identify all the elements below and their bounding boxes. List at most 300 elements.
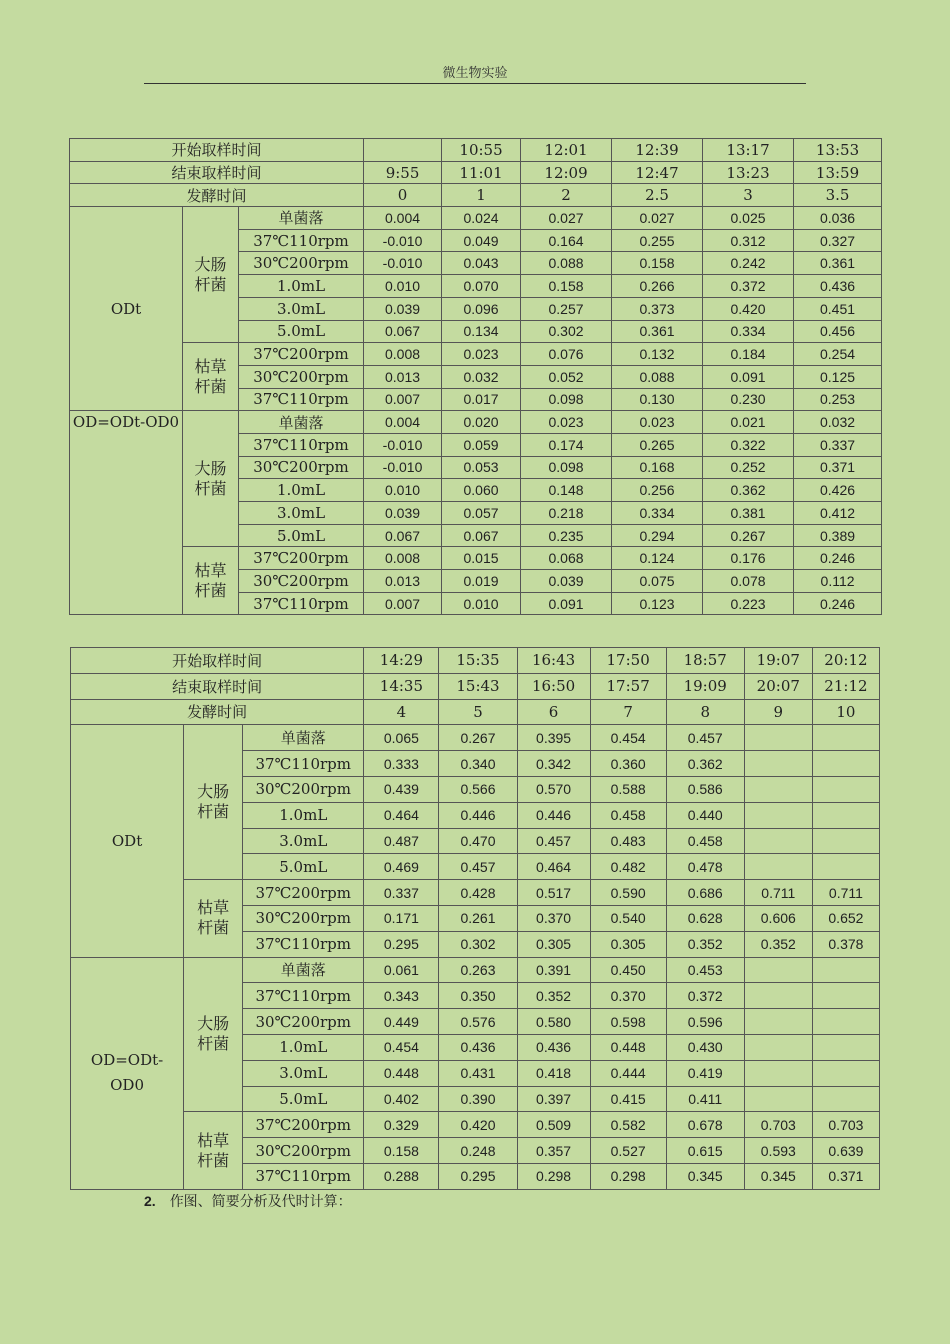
data-row <box>71 1112 880 1138</box>
od-value-cell: 0.448 <box>590 1034 666 1060</box>
od-value-cell: 0.019 <box>442 570 521 593</box>
organism-group-bsub <box>183 343 239 411</box>
od-value-cell: 0.017 <box>442 388 521 411</box>
time-cell: 13:53 <box>794 139 882 162</box>
od-value-cell: 0.023 <box>612 411 703 434</box>
ferment-time-row <box>70 184 882 207</box>
od-value-cell: 0.067 <box>364 524 442 547</box>
od-value-cell <box>744 751 812 777</box>
time-cell: 17:57 <box>590 673 666 699</box>
od-value-cell: 0.125 <box>794 365 882 388</box>
od-value-cell: 0.263 <box>439 957 517 983</box>
group-label-line: 枯草 <box>197 898 230 918</box>
start-time-row <box>71 648 880 674</box>
od-value-cell: 0.482 <box>590 854 666 880</box>
condition-label: 30℃200rpm <box>239 456 364 479</box>
condition-label: 37℃110rpm <box>239 433 364 456</box>
od-value-cell: 0.453 <box>666 957 744 983</box>
organism-group-bsub <box>183 547 239 615</box>
od-value-cell: 0.067 <box>442 524 521 547</box>
od-value-cell: 0.112 <box>794 570 882 593</box>
organism-group-ecoli <box>183 411 239 547</box>
od-value-cell: 0.134 <box>442 320 521 343</box>
od-value-cell: 0.052 <box>521 365 612 388</box>
od-value-cell: 0.446 <box>439 802 517 828</box>
od-table-2 <box>70 647 880 1190</box>
od-value-cell: 0.436 <box>517 1034 590 1060</box>
od-value-cell <box>812 802 879 828</box>
data-row <box>71 880 880 906</box>
od-value-cell: 0.070 <box>442 275 521 298</box>
od-value-cell: 0.334 <box>703 320 794 343</box>
data-row <box>70 207 882 230</box>
condition-label: 37℃110rpm <box>243 751 364 777</box>
od-value-cell: 0.411 <box>666 1086 744 1112</box>
condition-label: 30℃200rpm <box>239 570 364 593</box>
od-value-cell <box>744 854 812 880</box>
od-value-cell: 0.419 <box>666 1060 744 1086</box>
od-value-cell: 0.333 <box>364 751 439 777</box>
time-cell: 15:43 <box>439 673 517 699</box>
od-value-cell: 0.061 <box>364 957 439 983</box>
od-value-cell: 0.703 <box>744 1112 812 1138</box>
od-value-cell <box>812 776 879 802</box>
od-value-cell: 0.010 <box>364 275 442 298</box>
od-value-cell: 0.469 <box>364 854 439 880</box>
od-value-cell: 0.389 <box>794 524 882 547</box>
od-value-cell: 0.059 <box>442 433 521 456</box>
condition-label: 30℃200rpm <box>239 252 364 275</box>
od-value-cell: 0.615 <box>666 1138 744 1164</box>
od-value-cell: 0.457 <box>439 854 517 880</box>
od-value-cell: 0.487 <box>364 828 439 854</box>
od-value-cell: 0.267 <box>703 524 794 547</box>
condition-label: 37℃200rpm <box>239 547 364 570</box>
od-value-cell: 0.464 <box>364 802 439 828</box>
condition-label: 5.0mL <box>243 1086 364 1112</box>
time-cell: 7 <box>590 699 666 725</box>
od-value-cell <box>744 983 812 1009</box>
od-value-cell <box>812 1009 879 1035</box>
od-value-cell: 0.334 <box>612 502 703 525</box>
od-value-cell: 0.007 <box>364 592 442 615</box>
time-cell: 20:07 <box>744 673 812 699</box>
condition-label: 1.0mL <box>243 802 364 828</box>
od-value-cell: 0.370 <box>590 983 666 1009</box>
group-label-line: 枯草 <box>194 356 227 376</box>
od-value-cell: 0.527 <box>590 1138 666 1164</box>
od-value-cell: 0.582 <box>590 1112 666 1138</box>
od-value-cell: 0.013 <box>364 570 442 593</box>
od-value-cell: 0.402 <box>364 1086 439 1112</box>
od-value-cell: 0.076 <box>521 343 612 366</box>
od-value-cell: 0.057 <box>442 502 521 525</box>
organism-group-bsub <box>184 880 243 957</box>
od-value-cell: 0.023 <box>442 343 521 366</box>
od-value-cell: 0.373 <box>612 297 703 320</box>
od-value-cell: 0.361 <box>794 252 882 275</box>
od-value-cell: 0.124 <box>612 547 703 570</box>
od-value-cell: 0.322 <box>703 433 794 456</box>
od-value-cell: 0.091 <box>521 592 612 615</box>
od-value-cell: 0.628 <box>666 905 744 931</box>
od-value-cell: 0.378 <box>812 931 879 957</box>
condition-label: 3.0mL <box>243 828 364 854</box>
od-value-cell: 0.639 <box>812 1138 879 1164</box>
od-value-cell: 0.352 <box>744 931 812 957</box>
data-row <box>70 547 882 570</box>
section-heading <box>144 1191 352 1211</box>
od-value-cell <box>812 1034 879 1060</box>
od-value-cell: 0.390 <box>439 1086 517 1112</box>
od-value-cell: 0.540 <box>590 905 666 931</box>
od-value-cell: 0.703 <box>812 1112 879 1138</box>
od-value-cell: 0.253 <box>794 388 882 411</box>
group-label-line: 枯草 <box>197 1130 230 1150</box>
start-time-row <box>70 139 882 162</box>
condition-label: 37℃110rpm <box>239 229 364 252</box>
od-value-cell: 0.343 <box>364 983 439 1009</box>
condition-label: 3.0mL <box>243 1060 364 1086</box>
od-value-cell: 0.686 <box>666 880 744 906</box>
od-value-cell: 0.295 <box>364 931 439 957</box>
od-value-cell: -0.010 <box>364 433 442 456</box>
od-value-cell: 0.075 <box>612 570 703 593</box>
od-value-cell: 0.362 <box>703 479 794 502</box>
od-value-cell: 0.068 <box>521 547 612 570</box>
row-header: 开始取样时间 <box>71 648 364 674</box>
od-value-cell: 0.158 <box>521 275 612 298</box>
od-value-cell: 0.098 <box>521 388 612 411</box>
condition-label: 37℃110rpm <box>239 388 364 411</box>
od-value-cell: 0.678 <box>666 1112 744 1138</box>
od-value-cell: 0.254 <box>794 343 882 366</box>
od-value-cell: 0.302 <box>439 931 517 957</box>
time-cell: 16:43 <box>517 648 590 674</box>
od-value-cell: 0.218 <box>521 502 612 525</box>
group-label-line: 杆菌 <box>194 580 227 600</box>
group-label-line: 杆菌 <box>197 1150 230 1170</box>
od-value-cell: 0.010 <box>364 479 442 502</box>
section-number: 2. <box>144 1193 156 1209</box>
row-header: 发酵时间 <box>70 184 364 207</box>
od-value-cell: 0.598 <box>590 1009 666 1035</box>
od-value-cell: 0.458 <box>666 828 744 854</box>
od-value-cell: 0.305 <box>517 931 590 957</box>
time-cell: 12:09 <box>521 161 612 184</box>
time-cell: 13:17 <box>703 139 794 162</box>
data-row <box>70 411 882 434</box>
condition-label: 37℃110rpm <box>243 983 364 1009</box>
od-value-cell <box>744 1009 812 1035</box>
od-value-cell: 0.345 <box>666 1163 744 1189</box>
time-cell: 12:01 <box>521 139 612 162</box>
condition-label: 5.0mL <box>239 524 364 547</box>
od-value-cell: 0.312 <box>703 229 794 252</box>
od-value-cell: 0.596 <box>666 1009 744 1035</box>
condition-label: 3.0mL <box>239 502 364 525</box>
od-value-cell: 0.039 <box>364 297 442 320</box>
condition-label: 1.0mL <box>239 479 364 502</box>
od-value-cell <box>812 854 879 880</box>
od-table-1 <box>69 138 882 615</box>
od-value-cell <box>744 828 812 854</box>
od-value-cell: 0.060 <box>442 479 521 502</box>
section-label-odt: ODt <box>71 725 184 957</box>
od-value-cell: 0.015 <box>442 547 521 570</box>
time-cell: 10 <box>812 699 879 725</box>
end-time-row <box>71 673 880 699</box>
od-value-cell: 0.439 <box>364 776 439 802</box>
od-value-cell: 0.174 <box>521 433 612 456</box>
od-value-cell: 0.267 <box>439 725 517 751</box>
od-value-cell: 0.091 <box>703 365 794 388</box>
time-cell: 2 <box>521 184 612 207</box>
od-value-cell <box>812 1086 879 1112</box>
od-value-cell: 0.397 <box>517 1086 590 1112</box>
time-cell: 13:59 <box>794 161 882 184</box>
od-value-cell: 0.020 <box>442 411 521 434</box>
od-value-cell: 0.302 <box>521 320 612 343</box>
section-label-od <box>71 957 184 1189</box>
od-value-cell: 0.509 <box>517 1112 590 1138</box>
od-value-cell: 0.305 <box>590 931 666 957</box>
od-value-cell: 0.361 <box>612 320 703 343</box>
od-value-cell: 0.337 <box>794 433 882 456</box>
od-value-cell <box>744 957 812 983</box>
od-value-cell: 0.420 <box>439 1112 517 1138</box>
od-value-cell: -0.010 <box>364 229 442 252</box>
od-value-cell: 0.036 <box>794 207 882 230</box>
od-value-cell: 0.580 <box>517 1009 590 1035</box>
od-value-cell: 0.593 <box>744 1138 812 1164</box>
od-value-cell: 0.298 <box>590 1163 666 1189</box>
od-value-cell: 0.039 <box>364 502 442 525</box>
od-value-cell: -0.010 <box>364 252 442 275</box>
od-value-cell: 0.329 <box>364 1112 439 1138</box>
od-value-cell: 0.024 <box>442 207 521 230</box>
od-value-cell: 0.652 <box>812 905 879 931</box>
condition-label: 37℃200rpm <box>243 1112 364 1138</box>
group-label-line: 杆菌 <box>194 274 227 294</box>
condition-label: 3.0mL <box>239 297 364 320</box>
od-value-cell: 0.168 <box>612 456 703 479</box>
row-header: 开始取样时间 <box>70 139 364 162</box>
od-value-cell: 0.371 <box>812 1163 879 1189</box>
condition-label: 单菌落 <box>239 411 364 434</box>
row-header: 结束取样时间 <box>71 673 364 699</box>
od-value-cell: 0.246 <box>794 547 882 570</box>
od-value-cell: 0.223 <box>703 592 794 615</box>
time-cell: 20:12 <box>812 648 879 674</box>
od-value-cell: 0.449 <box>364 1009 439 1035</box>
od-value-cell <box>812 957 879 983</box>
od-value-cell: 0.478 <box>666 854 744 880</box>
od-value-cell: 0.342 <box>517 751 590 777</box>
od-value-cell: 0.371 <box>794 456 882 479</box>
od-value-cell: 0.088 <box>612 365 703 388</box>
od-value-cell: 0.431 <box>439 1060 517 1086</box>
time-cell: 9 <box>744 699 812 725</box>
od-value-cell: 0.132 <box>612 343 703 366</box>
time-cell: 6 <box>517 699 590 725</box>
time-cell <box>364 139 442 162</box>
section-label-odt: ODt <box>70 207 183 411</box>
od-value-cell: 0.337 <box>364 880 439 906</box>
header-divider <box>144 83 806 84</box>
od-value-cell: 0.088 <box>521 252 612 275</box>
od-value-cell: 0.294 <box>612 524 703 547</box>
od-value-cell: 0.448 <box>364 1060 439 1086</box>
time-cell: 16:50 <box>517 673 590 699</box>
od-value-cell: 0.327 <box>794 229 882 252</box>
section-label-od: OD=ODt-OD0 <box>70 411 183 615</box>
od-value-cell: 0.340 <box>439 751 517 777</box>
od-value-cell: 0.248 <box>439 1138 517 1164</box>
time-cell: 15:35 <box>439 648 517 674</box>
organism-group-bsub <box>184 1112 243 1189</box>
od-value-cell: 0.590 <box>590 880 666 906</box>
od-value-cell: 0.517 <box>517 880 590 906</box>
ferment-time-row <box>71 699 880 725</box>
time-cell: 19:07 <box>744 648 812 674</box>
time-cell: 18:57 <box>666 648 744 674</box>
time-cell: 2.5 <box>612 184 703 207</box>
od-value-cell: 0.391 <box>517 957 590 983</box>
time-cell: 14:29 <box>364 648 439 674</box>
time-cell: 3.5 <box>794 184 882 207</box>
od-value-cell: 0.360 <box>590 751 666 777</box>
od-value-cell: 0.021 <box>703 411 794 434</box>
od-value-cell <box>744 725 812 751</box>
od-value-cell: 0.158 <box>612 252 703 275</box>
condition-label: 单菌落 <box>243 957 364 983</box>
od-value-cell: 0.352 <box>517 983 590 1009</box>
od-value-cell: 0.004 <box>364 207 442 230</box>
group-label-line: 枯草 <box>194 560 227 580</box>
od-value-cell: 0.464 <box>517 854 590 880</box>
od-value-cell: 0.372 <box>703 275 794 298</box>
od-value-cell: 0.352 <box>666 931 744 957</box>
time-cell: 19:09 <box>666 673 744 699</box>
od-value-cell: 0.470 <box>439 828 517 854</box>
od-value-cell: 0.008 <box>364 343 442 366</box>
od-value-cell: 0.027 <box>521 207 612 230</box>
group-label-line: 杆菌 <box>194 376 227 396</box>
od-value-cell: -0.010 <box>364 456 442 479</box>
condition-label: 1.0mL <box>243 1034 364 1060</box>
od-value-cell: 0.008 <box>364 547 442 570</box>
od-value-cell: 0.266 <box>612 275 703 298</box>
condition-label: 30℃200rpm <box>243 905 364 931</box>
time-cell: 12:47 <box>612 161 703 184</box>
od-value-cell: 0.711 <box>812 880 879 906</box>
od-value-cell <box>744 1034 812 1060</box>
time-cell: 12:39 <box>612 139 703 162</box>
time-cell: 5 <box>439 699 517 725</box>
time-cell: 21:12 <box>812 673 879 699</box>
od-value-cell: 0.415 <box>590 1086 666 1112</box>
od-value-cell: 0.023 <box>521 411 612 434</box>
od-value-cell: 0.096 <box>442 297 521 320</box>
time-cell: 3 <box>703 184 794 207</box>
time-cell: 17:50 <box>590 648 666 674</box>
condition-label: 单菌落 <box>239 207 364 230</box>
od-value-cell: 0.350 <box>439 983 517 1009</box>
od-value-cell: 0.164 <box>521 229 612 252</box>
od-value-cell <box>744 776 812 802</box>
condition-label: 单菌落 <box>243 725 364 751</box>
condition-label: 37℃200rpm <box>243 880 364 906</box>
row-header: 结束取样时间 <box>70 161 364 184</box>
od-value-cell: 0.446 <box>517 802 590 828</box>
od-value-cell: 0.440 <box>666 802 744 828</box>
data-row <box>71 957 880 983</box>
data-row <box>70 343 882 366</box>
od-value-cell: 0.032 <box>794 411 882 434</box>
od-value-cell: 0.242 <box>703 252 794 275</box>
od-value-cell: 0.098 <box>521 456 612 479</box>
group-label-line: OD=ODt- <box>90 1050 164 1069</box>
od-value-cell: 0.454 <box>590 725 666 751</box>
od-value-cell: 0.148 <box>521 479 612 502</box>
time-cell: 1 <box>442 184 521 207</box>
time-cell: 0 <box>364 184 442 207</box>
od-value-cell: 0.357 <box>517 1138 590 1164</box>
time-cell: 11:01 <box>442 161 521 184</box>
group-label-line: 大肠 <box>197 1014 230 1034</box>
group-label-line: OD0 <box>110 1076 144 1095</box>
od-value-cell: 0.372 <box>666 983 744 1009</box>
od-value-cell: 0.007 <box>364 388 442 411</box>
od-value-cell <box>812 983 879 1009</box>
condition-label: 37℃200rpm <box>239 343 364 366</box>
condition-label: 30℃200rpm <box>243 776 364 802</box>
od-value-cell: 0.566 <box>439 776 517 802</box>
end-time-row <box>70 161 882 184</box>
od-value-cell <box>744 1086 812 1112</box>
od-value-cell: 0.184 <box>703 343 794 366</box>
od-value-cell: 0.078 <box>703 570 794 593</box>
od-value-cell <box>744 1060 812 1086</box>
time-cell: 13:23 <box>703 161 794 184</box>
od-value-cell: 0.256 <box>612 479 703 502</box>
od-value-cell: 0.176 <box>703 547 794 570</box>
od-value-cell: 0.570 <box>517 776 590 802</box>
od-value-cell: 0.235 <box>521 524 612 547</box>
od-value-cell: 0.027 <box>612 207 703 230</box>
od-value-cell: 0.457 <box>517 828 590 854</box>
od-value-cell <box>744 802 812 828</box>
od-value-cell: 0.362 <box>666 751 744 777</box>
condition-label: 1.0mL <box>239 275 364 298</box>
od-value-cell: 0.606 <box>744 905 812 931</box>
od-value-cell: 0.576 <box>439 1009 517 1035</box>
od-value-cell <box>812 751 879 777</box>
condition-label: 37℃110rpm <box>243 931 364 957</box>
condition-label: 37℃110rpm <box>239 592 364 615</box>
group-label-line: 杆菌 <box>194 478 227 498</box>
od-value-cell: 0.230 <box>703 388 794 411</box>
od-value-cell: 0.032 <box>442 365 521 388</box>
od-value-cell: 0.483 <box>590 828 666 854</box>
od-value-cell: 0.257 <box>521 297 612 320</box>
od-value-cell: 0.043 <box>442 252 521 275</box>
group-label-line: 杆菌 <box>197 918 230 938</box>
od-value-cell: 0.457 <box>666 725 744 751</box>
od-value-cell: 0.451 <box>794 297 882 320</box>
condition-label: 30℃200rpm <box>239 365 364 388</box>
